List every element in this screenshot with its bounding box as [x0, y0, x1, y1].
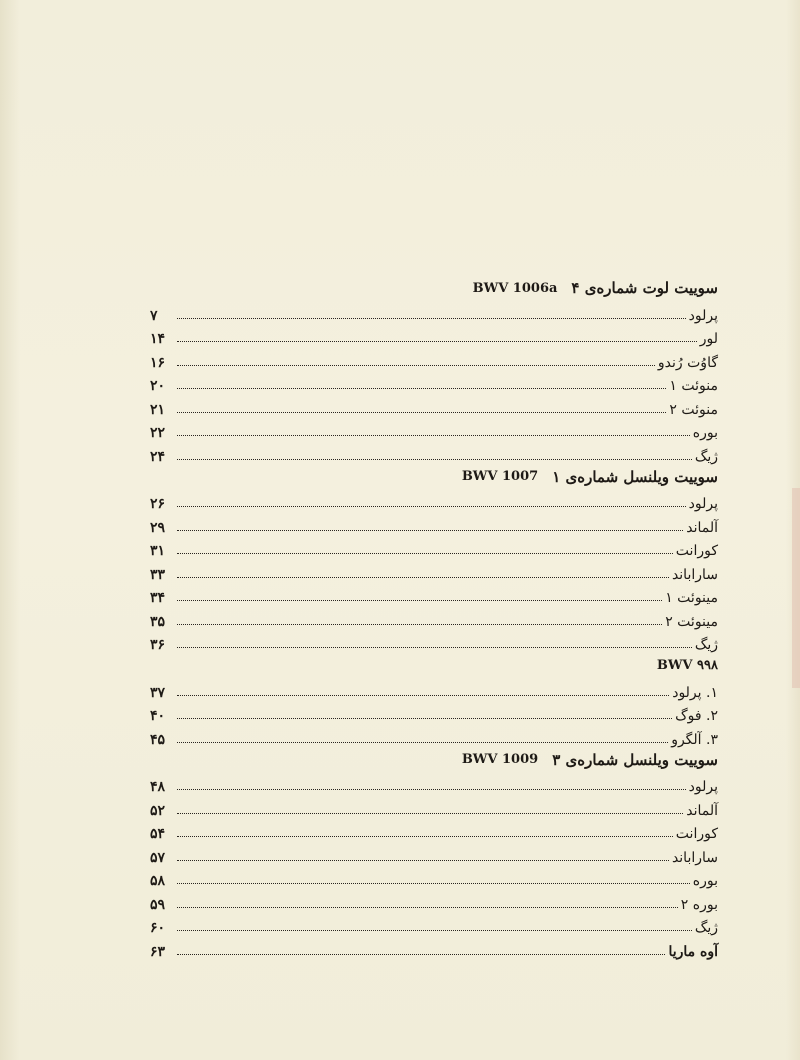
page-number: ۵۲	[150, 802, 166, 819]
toc-entry	[150, 630, 718, 654]
entry-title: آوه ماریا	[668, 943, 718, 960]
page-left-edge	[0, 0, 20, 1060]
dot-leader	[177, 364, 655, 366]
bwv-number: BWV ۹۹۸	[656, 657, 718, 673]
entry-title: مینوئت ۲	[665, 613, 718, 630]
page-edge-stain	[792, 488, 800, 688]
entry-title: کورانت	[675, 543, 718, 559]
toc-entry	[150, 371, 718, 395]
toc-entry	[150, 866, 718, 890]
page-number: ۳۱	[150, 543, 166, 559]
toc-entry	[150, 913, 718, 937]
page-number: ۵۷	[150, 849, 166, 866]
page-number: ۳۴	[150, 590, 166, 606]
entry-title: ۳. آلگرو	[671, 731, 718, 748]
toc-entry	[150, 559, 718, 583]
dot-leader	[177, 434, 690, 436]
section-title: سوییت لوت شماره‌ی ۴	[571, 279, 718, 297]
toc-entry	[150, 772, 718, 796]
page-number: ۲۹	[150, 519, 166, 536]
page-number: ۴۰	[150, 708, 166, 724]
dot-leader	[177, 812, 683, 814]
entry-title: لور	[699, 331, 718, 347]
dot-leader	[177, 529, 683, 531]
entry-title: پرلود	[688, 307, 718, 324]
toc-entry	[150, 418, 718, 442]
entry-title: ساراباند	[671, 566, 718, 583]
entry-title: پرلود	[688, 779, 718, 795]
toc-entry	[150, 842, 718, 866]
toc-entry	[150, 347, 718, 371]
dot-leader	[177, 741, 668, 743]
toc-entry	[150, 394, 718, 418]
dot-leader	[177, 906, 678, 908]
entry-title: بوره	[692, 873, 718, 889]
dot-leader	[177, 859, 669, 861]
page-number: ۴۵	[150, 731, 166, 748]
entry-title: ژیگ	[694, 637, 718, 653]
dot-leader	[177, 929, 692, 931]
dot-leader	[177, 317, 686, 319]
page-number: ۲۰	[150, 378, 166, 394]
entry-title: منوئت ۲	[669, 401, 718, 418]
toc-entry	[150, 441, 718, 465]
page-number: ۵۴	[150, 826, 166, 842]
dot-leader	[177, 835, 673, 837]
toc-entry	[150, 536, 718, 560]
dot-leader	[177, 788, 686, 790]
toc-entry	[150, 724, 718, 748]
bwv-number: BWV 1009	[461, 752, 539, 767]
entry-title: آلماند	[686, 519, 718, 536]
toc-entry	[150, 606, 718, 630]
section-heading	[150, 465, 718, 489]
page-number: ۵۹	[150, 896, 166, 913]
page-number: ۷	[150, 307, 158, 324]
table-of-contents	[150, 276, 718, 960]
toc-entry	[150, 324, 718, 348]
toc-entry	[150, 300, 718, 324]
page-number: ۶۳	[150, 943, 166, 960]
entry-title: پرلود	[688, 496, 718, 512]
page-number: ۲۱	[150, 401, 166, 418]
dot-leader	[177, 576, 669, 578]
page-number: ۶۰	[150, 920, 166, 936]
toc-entry	[150, 795, 718, 819]
page-number: ۳۵	[150, 613, 166, 630]
dot-leader	[177, 387, 666, 389]
entry-title: ۱. پرلود	[672, 684, 718, 701]
bwv-number: BWV 1007	[461, 469, 539, 484]
dot-leader	[177, 646, 692, 648]
page-number: ۱۴	[150, 331, 166, 347]
toc-entry	[150, 677, 718, 701]
toc-entry	[150, 889, 718, 913]
entry-title: آلماند	[686, 802, 718, 819]
dot-leader	[177, 599, 662, 601]
page-number: ۲۶	[150, 496, 166, 512]
section-title: سوییت ویلنسل شماره‌ی ۳	[552, 750, 718, 769]
entry-title: منوئت ۱	[669, 378, 718, 394]
entry-title: بوره ۲	[680, 896, 718, 913]
dot-leader	[177, 340, 697, 342]
dot-leader	[177, 882, 690, 884]
dot-leader	[177, 552, 673, 554]
dot-leader	[177, 505, 686, 507]
page-number: ۵۸	[150, 873, 166, 889]
toc-entry	[150, 583, 718, 607]
entry-title: ژیگ	[694, 448, 718, 465]
toc-entry	[150, 489, 718, 513]
section-title: سوییت ویلنسل شماره‌ی ۱	[552, 467, 718, 486]
page-number: ۳۶	[150, 637, 166, 653]
dot-leader	[177, 411, 666, 413]
section-heading	[150, 748, 718, 772]
dot-leader	[177, 953, 665, 955]
bwv-number: BWV 1006a	[472, 280, 558, 296]
dot-leader	[177, 694, 669, 696]
page-number: ۱۶	[150, 354, 166, 371]
toc-entry	[150, 701, 718, 725]
entry-title: ۲. فوگ	[675, 708, 718, 724]
dot-leader	[177, 458, 692, 460]
toc-entry	[150, 936, 718, 960]
dot-leader	[177, 623, 662, 625]
page-number: ۳۷	[150, 684, 166, 701]
toc-entry	[150, 819, 718, 843]
section-heading	[150, 653, 718, 677]
toc-entry	[150, 512, 718, 536]
entry-title: کورانت	[675, 826, 718, 842]
entry-title: مینوئت ۱	[665, 590, 718, 606]
page-number: ۳۳	[150, 566, 166, 583]
entry-title: ساراباند	[671, 849, 718, 866]
dot-leader	[177, 717, 672, 719]
page-number: ۴۸	[150, 779, 166, 795]
page-number: ۲۴	[150, 448, 166, 465]
entry-title: گاوُت رُندو	[657, 354, 718, 371]
entry-title: بوره	[692, 425, 718, 441]
page-number: ۲۲	[150, 425, 166, 441]
entry-title: ژیگ	[694, 920, 718, 936]
section-heading	[150, 276, 718, 300]
